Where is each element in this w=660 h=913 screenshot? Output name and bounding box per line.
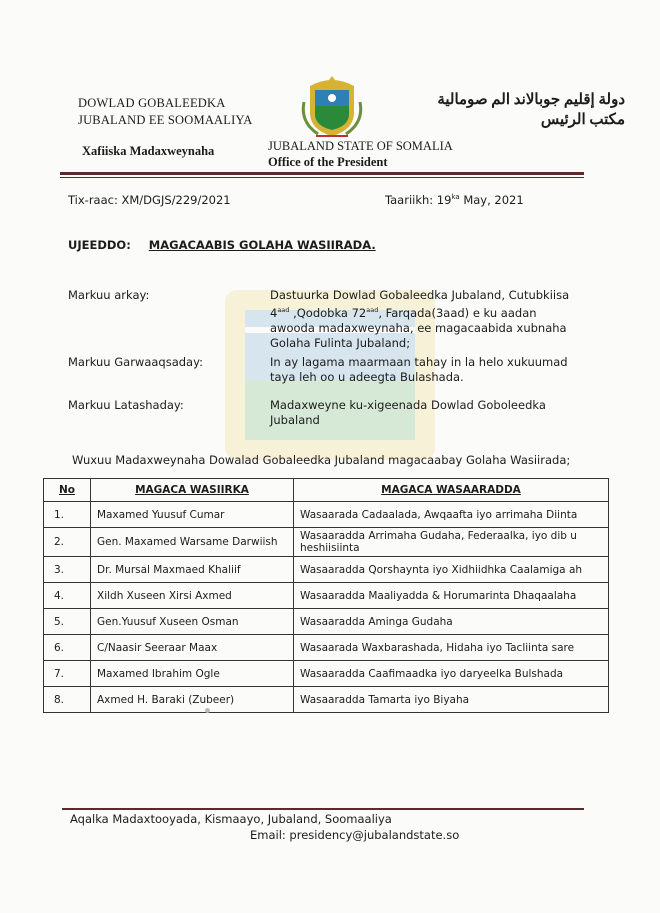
- ministry-name: Wasaaradda Maaliyadda & Horumarinta Dhaqaalaha: [294, 583, 609, 609]
- ministry-name: Wasaaradda Tamarta iyo Biyaha: [294, 687, 609, 713]
- office-right-line1: JUBALAND STATE OF SOMALIA: [268, 139, 453, 153]
- ministry-name: Wasaarada Cadaalada, Awqaafta iyo arrimaha Diinta: [294, 502, 609, 528]
- ministry-name: Wasaaradda Arrimaha Gudaha, Federaalka, iyo dib u heshiisiinta: [294, 528, 609, 557]
- table-row: [44, 557, 609, 583]
- header-right-line1: دولة إقليم جوبالاند الم صومالية: [437, 92, 625, 108]
- ministry-name: Wasaarada Waxbarashada, Hidaha iyo Tacliinta sare: [294, 635, 609, 661]
- row-number: 6.: [44, 635, 91, 661]
- minister-name: Axmed H. Baraki (Zubeer): [91, 687, 294, 713]
- jubaland-emblem-icon: [298, 72, 366, 140]
- clause-text-consulted: Madaxweyne ku-xigeenada Dowlad Goboleedka Jubaland: [270, 398, 546, 427]
- table-row: [44, 583, 609, 609]
- header-rule-thin: [60, 177, 584, 178]
- minister-name: Maxamed Ibrahim Ogle: [91, 661, 294, 687]
- office-left: Xafiiska Madaxweynaha: [82, 144, 215, 158]
- subject-line: [68, 238, 376, 252]
- clause-label-understood: Markuu Garwaaqsaday:: [68, 355, 203, 369]
- office-right: [268, 138, 453, 170]
- header-minister-name: MAGACA WASIIRKA: [91, 479, 294, 502]
- table-row: [44, 661, 609, 687]
- clause-text-understood: In ay lagama maarmaan tahay in la helo xukuumad taya leh oo u adeegta Bulashada.: [270, 355, 568, 384]
- header-rule-thick: [60, 172, 584, 175]
- table-row: [44, 528, 609, 557]
- subject-title: MAGACAABIS GOLAHA WASIIRADA.: [148, 238, 376, 252]
- row-number: 5.: [44, 609, 91, 635]
- table-row: [44, 609, 609, 635]
- header-left-line1: DOWLAD GOBALEEDKA: [78, 96, 226, 110]
- document-date: Taariikh: $19^{ka}$ May, 2021: [385, 193, 524, 207]
- ministry-name: Wasaaradda Aminga Gudaha: [294, 609, 609, 635]
- minister-name: Gen.Yuusuf Xuseen Osman: [91, 609, 294, 635]
- table-row: [44, 635, 609, 661]
- footer-rule: [62, 808, 584, 810]
- table-row: [44, 687, 609, 713]
- header-left-block: [78, 95, 253, 129]
- minister-name: C/Naasir Seeraar Maax: [91, 635, 294, 661]
- table-row: [44, 502, 609, 528]
- row-number: 3.: [44, 557, 91, 583]
- minister-name: Maxamed Yuusuf Cumar: [91, 502, 294, 528]
- ministry-name: Wasaaradda Caafimaadka iyo daryeelka Bulshada: [294, 661, 609, 687]
- clause-label-consulted: Markuu Latashaday:: [68, 398, 184, 412]
- row-number: 7.: [44, 661, 91, 687]
- subject-label: UJEEDDO:: [68, 238, 131, 252]
- minister-name: Gen. Maxamed Warsame Darwiish: [91, 528, 294, 557]
- minister-name: Dr. Mursal Maxmaed Khaliif: [91, 557, 294, 583]
- row-number: 2.: [44, 528, 91, 557]
- minister-name: Xildh Xuseen Xirsi Axmed: [91, 583, 294, 609]
- clause-label-seen: Markuu arkay:: [68, 288, 150, 302]
- footer-address: Aqalka Madaxtooyada, Kismaayo, Jubaland, Soomaaliya: [70, 812, 392, 826]
- ministers-table: [43, 478, 609, 713]
- row-number: 8.: [44, 687, 91, 713]
- row-number: 1.: [44, 502, 91, 528]
- office-right-line2: Office of the President: [268, 155, 388, 169]
- header-right-block: [437, 90, 625, 130]
- appointment-intro: Wuxuu Madaxweynaha Dowalad Gobaleedka Jubaland magacaabay Golaha Wasiirada;: [72, 453, 571, 467]
- header-left-line2: JUBALAND EE SOOMAALIYA: [78, 113, 253, 127]
- header-ministry-name: MAGACA WASAARADDA: [294, 479, 609, 502]
- footer-email: Email: presidency@jubalandstate.so: [250, 828, 460, 842]
- row-number: 4.: [44, 583, 91, 609]
- clause-text-seen: Dastuurka Dowlad Gobaleedka Jubaland, Cutubkiisa $4^{aad}$ ,Qodobka $72^{aad}$, Farqada(3aad) e ku aadan awooda madaxweynaha, ee magacaabida xubnaha Golaha Fulinta Jubaland;: [270, 288, 570, 350]
- scan-artifact: [205, 708, 210, 713]
- reference-number: Tix-raac: XM/DGJS/229/2021: [68, 193, 231, 207]
- table-header-row: [44, 479, 609, 502]
- header-no: No: [44, 479, 91, 502]
- ministry-name: Wasaaradda Qorshaynta iyo Xidhiidhka Caalamiga ah: [294, 557, 609, 583]
- header-right-line2: مكتب الرئيس: [540, 112, 625, 128]
